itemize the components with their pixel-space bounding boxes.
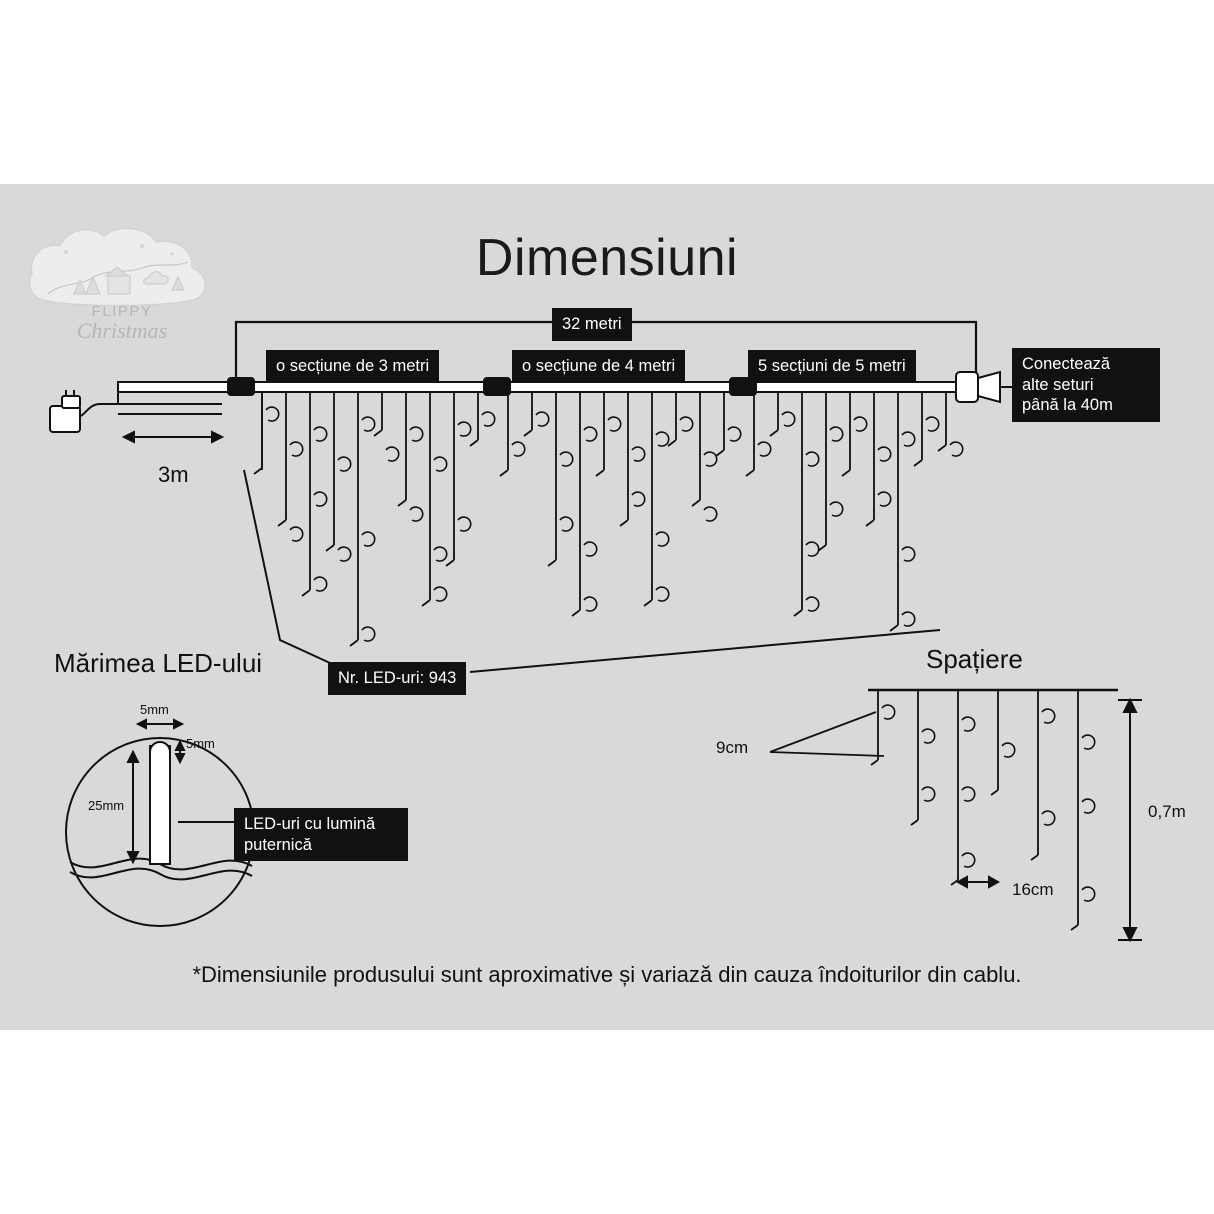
led-height-label: 5mm xyxy=(186,736,215,751)
drop-spacing-label: 9cm xyxy=(716,738,749,757)
section-tag-1: o secțiune de 3 metri xyxy=(266,350,439,383)
logo-brand-line1: FLIPPY xyxy=(91,303,153,320)
logo-brand-line2: Christmas xyxy=(76,318,168,343)
section-tag-2: o secțiune de 4 metri xyxy=(512,350,685,383)
led-size-heading: Mărimea LED-ului xyxy=(54,648,263,678)
connector-note-line3: până la 40m xyxy=(1022,396,1113,415)
connector-note-tag xyxy=(1012,348,1160,422)
connector-note-line1: Conectează xyxy=(1022,355,1111,373)
section-tag-3: 5 secțiuni de 5 metri xyxy=(748,350,916,383)
drop-height-label: 0,7m xyxy=(1148,802,1186,821)
connector-note-line2: alte seturi xyxy=(1022,375,1094,394)
led-note-line2: puternică xyxy=(244,835,312,854)
led-width-label: 5mm xyxy=(140,702,169,717)
total-length-tag: 32 metri xyxy=(552,308,632,341)
footnote: *Dimensiunile produsului sunt aproximative și variază din cauza îndoiturilor din cablu. xyxy=(192,962,1022,987)
led-brightness-note-tag xyxy=(234,808,408,861)
lead-cable-length-label: 3m xyxy=(158,462,189,487)
led-count-tag: Nr. LED-uri: 943 xyxy=(328,662,466,695)
led-note-line1: LED-uri cu lumină xyxy=(244,815,376,833)
horizontal-spacing-label: 16cm xyxy=(1012,880,1054,899)
spacing-heading: Spațiere xyxy=(926,644,1023,674)
page-title: Dimensiuni xyxy=(475,229,739,287)
led-total-height-label: 25mm xyxy=(88,798,125,813)
